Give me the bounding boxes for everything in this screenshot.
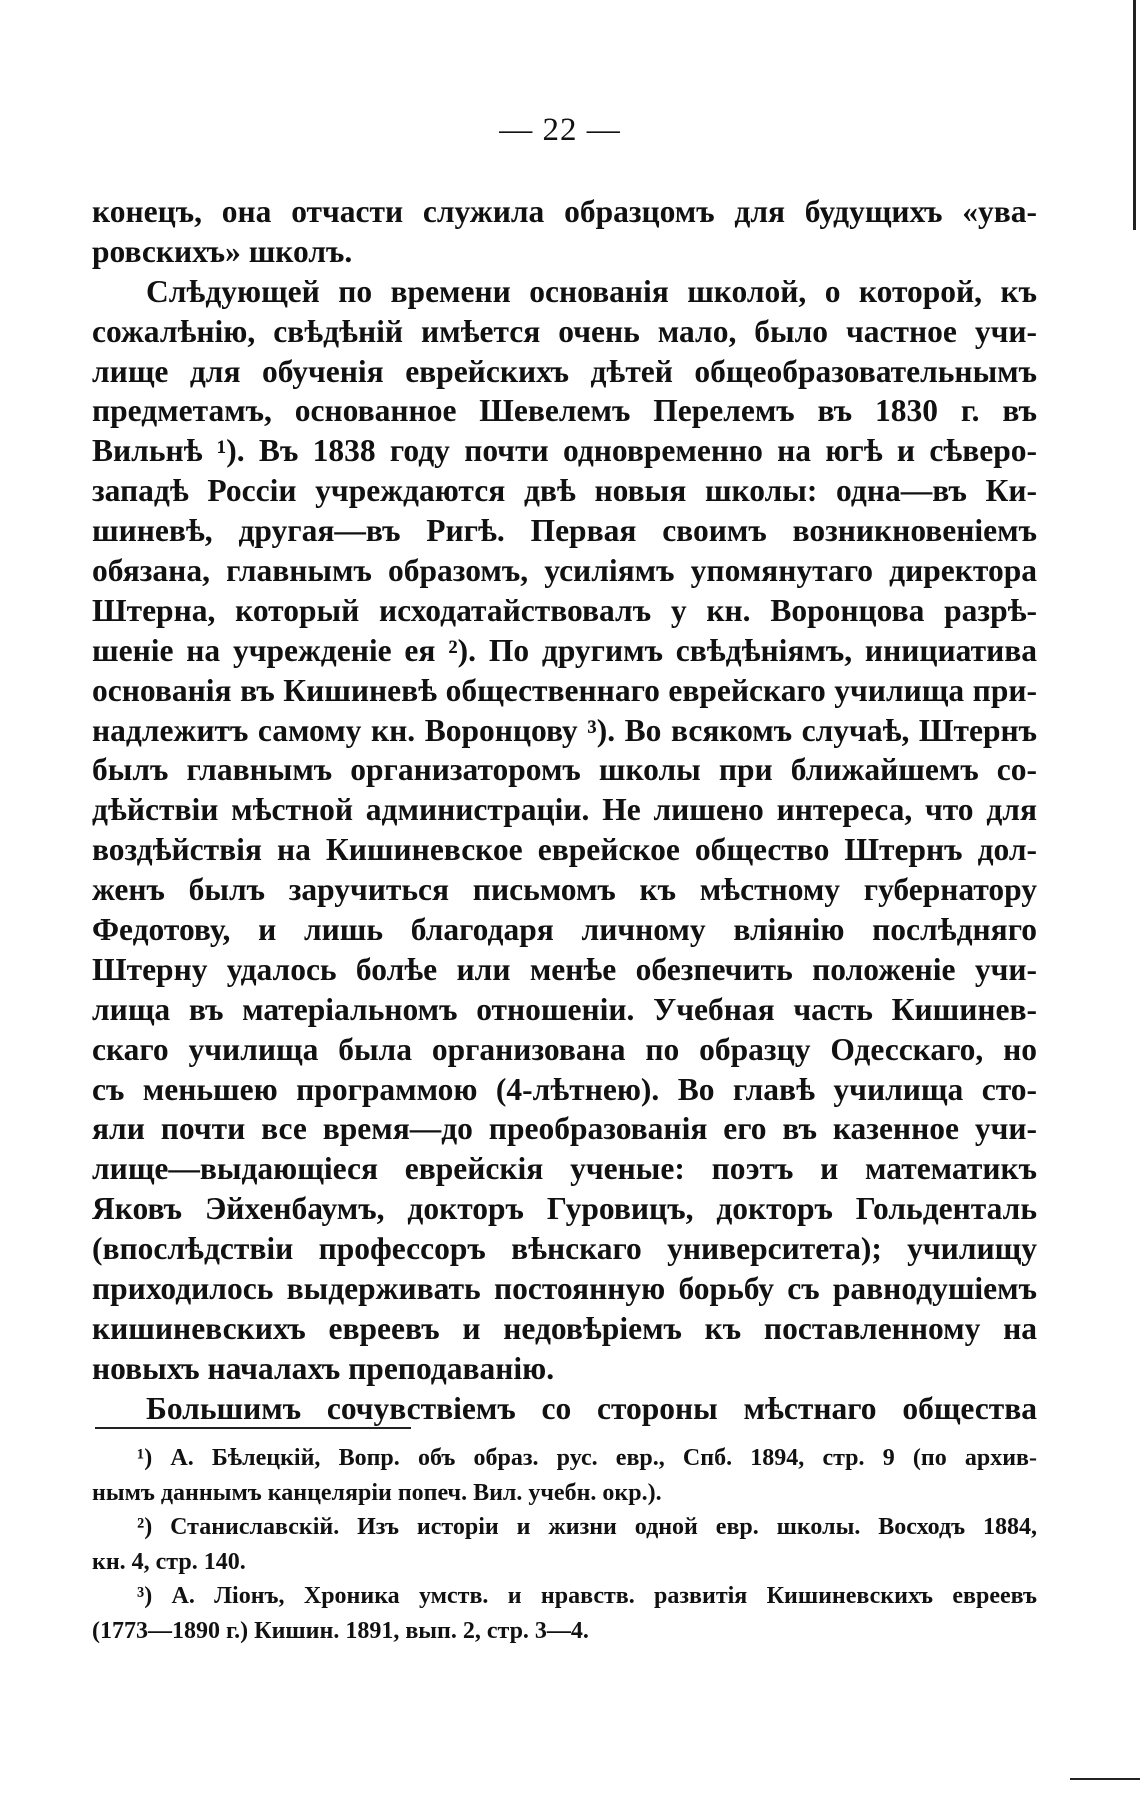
text-line: кишиневскихъ евреевъ и недовѣріемъ къ поставленному на — [92, 1310, 1037, 1346]
text-line: съ меньшею программою (4-лѣтнею). Во главѣ училища сто- — [92, 1071, 1037, 1107]
text-line: Федотову, и лишь благодаря личному вліянію послѣдняго — [92, 912, 1037, 948]
text-line: Вильнѣ ¹). Въ 1838 году почти одновременно на югѣ и сѣверо- — [92, 433, 1037, 469]
text-line: ровскихъ» школъ. — [92, 233, 353, 269]
text-line: дѣйствіи мѣстной администраціи. Не лишено интереса, что для — [92, 792, 1037, 828]
text-line: (впослѣдствіи профессоръ вѣнскаго университета); училищу — [92, 1231, 1037, 1267]
text-line: лище для обученія еврейскихъ дѣтей общеобразовательнымъ — [92, 353, 1037, 389]
text-line: Штерну удалось болѣе или менѣе обезпечить положеніе учи- — [92, 951, 1037, 987]
text-line: скаго училища была организована по образцу Одесскаго, но — [92, 1031, 1037, 1067]
scan-edge-mark — [1070, 1778, 1140, 1780]
text-line: предметамъ, основанное Шевелемъ Перелемъ въ 1830 г. въ — [92, 393, 1037, 429]
text-line: новыхъ началахъ преподаванію. — [92, 1350, 555, 1386]
text-line: сожалѣнію, свѣдѣній имѣется очень мало, было частное учи- — [92, 313, 1037, 349]
text-line: лище—выдающіеся еврейскія ученые: поэтъ и математикъ — [92, 1151, 1037, 1187]
footnote-line: (1773—1890 г.) Кишин. 1891, вып. 2, стр. 3—4. — [92, 1617, 589, 1644]
text-line: надлежитъ самому кн. Воронцову ³). Во всякомъ случаѣ, Штернъ — [92, 712, 1037, 748]
footnote-line: ²) Станиславскій. Изъ исторіи и жизни одной евр. школы. Восходъ 1884, — [137, 1514, 1037, 1540]
scan-edge-mark — [1133, 0, 1136, 230]
text-line: лища въ матеріальномъ отношеніи. Учебная часть Кишинев- — [92, 991, 1037, 1027]
footnote-separator — [95, 1427, 411, 1429]
text-line: шиневѣ, другая—въ Ригѣ. Первая своимъ возникновеніемъ — [92, 513, 1037, 549]
text-line: приходилось выдерживать постоянную борьбу съ равнодушіемъ — [92, 1271, 1037, 1307]
footnote-line: кн. 4, стр. 140. — [92, 1548, 246, 1575]
text-line: западѣ Россіи учреждаются двѣ новыя школы: одна—въ Ки- — [92, 473, 1037, 509]
footnote-line: ¹) А. Бѣлецкій, Вопр. объ образ. рус. евр., Спб. 1894, стр. 9 (по архив- — [137, 1445, 1037, 1471]
text-line: былъ главнымъ организаторомъ школы при ближайшемъ со- — [92, 752, 1037, 788]
text-line: конецъ, она отчасти служила образцомъ для будущихъ «ува- — [92, 194, 1037, 229]
text-line: Большимъ сочувствіемъ со стороны мѣстнаго общества — [146, 1390, 1037, 1426]
text-line: Слѣдующей по времени основанія школой, о которой, къ — [146, 273, 1037, 309]
text-line: воздѣйствія на Кишиневское еврейское общество Штернъ дол- — [92, 832, 1037, 868]
text-line: основанія въ Кишиневѣ общественнаго еврейскаго училища при- — [92, 672, 1037, 708]
page-number: — 22 — — [499, 112, 621, 148]
footnotes — [92, 1441, 1037, 1648]
text-line: женъ былъ заручиться письмомъ къ мѣстному губернатору — [92, 872, 1037, 908]
footnote-line: нымъ даннымъ канцеляріи попеч. Вил. учебн. окр.). — [92, 1479, 662, 1506]
text-line: яли почти все время—до преобразованія его въ казенное учи- — [92, 1111, 1037, 1147]
text-line: Яковъ Эйхенбаумъ, докторъ Гуровицъ, докторъ Гольденталь — [92, 1191, 1037, 1227]
text-line: Штерна, который исходатайствовалъ у кн. Воронцова разрѣ- — [92, 592, 1037, 628]
main-text — [92, 192, 1037, 1429]
text-line: обязана, главнымъ образомъ, усиліямъ упомянутаго директора — [92, 553, 1037, 589]
text-line: шеніе на учрежденіе ея ²). По другимъ свѣдѣніямъ, инициатива — [92, 632, 1037, 668]
footnote-line: ³) А. Ліонъ, Хроника умств. и нравств. развитія Кишиневскихъ евреевъ — [137, 1583, 1037, 1609]
